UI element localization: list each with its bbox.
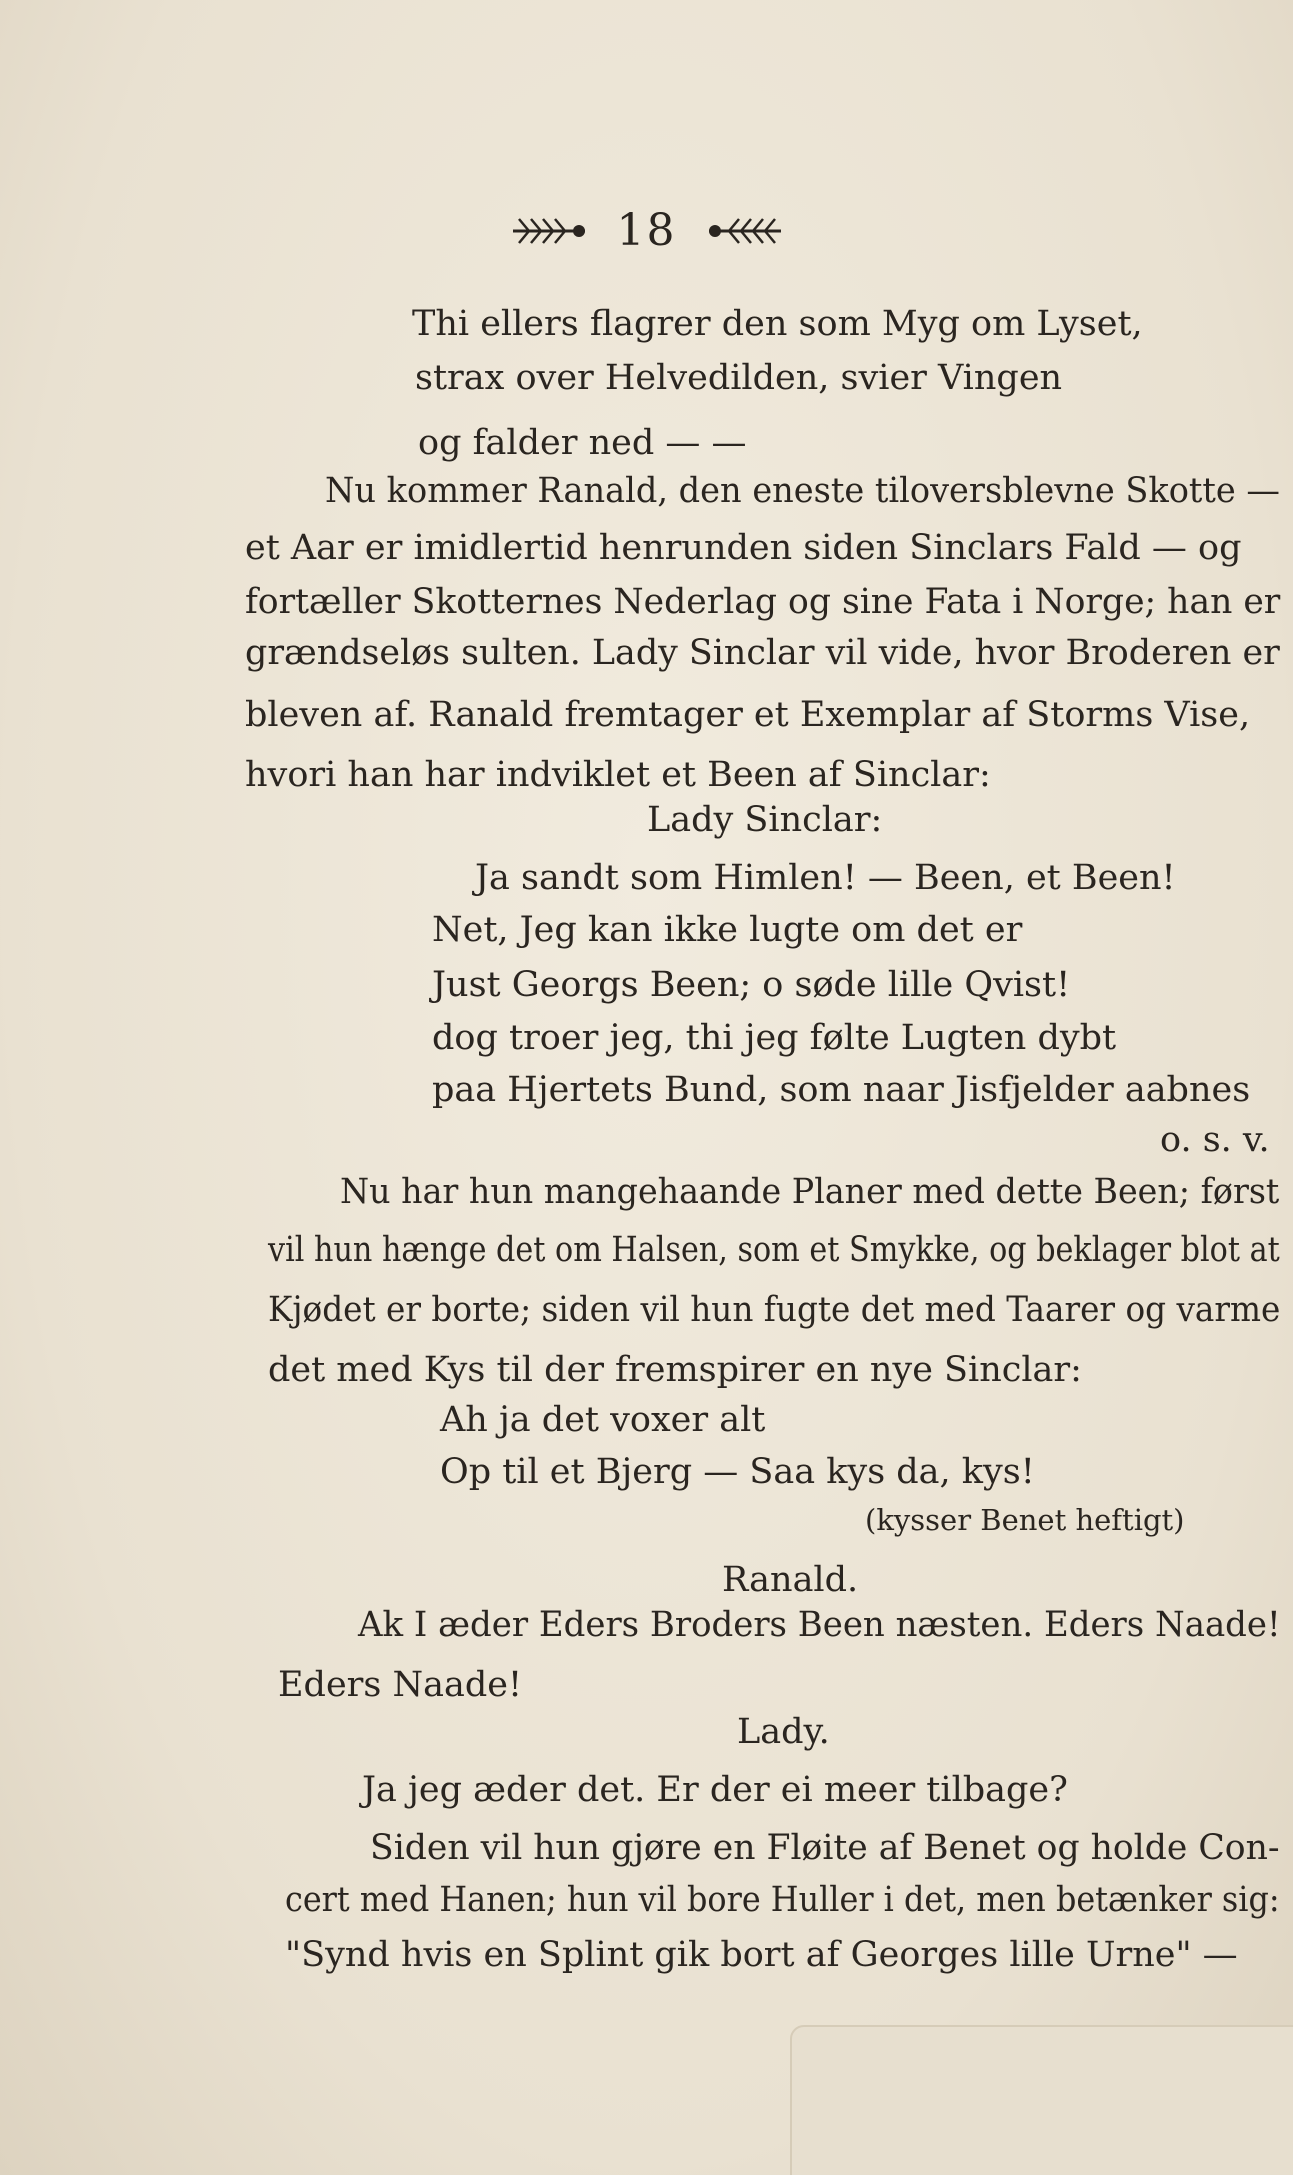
- text-line: grændseløs sulten. Lady Sinclar vil vide, hvor Broderen er: [245, 633, 1280, 673]
- verse-line: Op til et Bjerg — Saa kys da, kys!: [440, 1452, 1035, 1492]
- speaker-name: Lady.: [737, 1712, 830, 1752]
- text-line: det med Kys til der fremspirer en nye Sinclar:: [268, 1350, 1082, 1390]
- verse-line: Ak I æder Eders Broders Been næsten. Eders Naade!: [358, 1605, 1281, 1645]
- text-line: strax over Helvedilden, svier Vingen: [415, 358, 1063, 398]
- text-line: fortæller Skotternes Nederlag og sine Fata i Norge; han er: [245, 582, 1281, 622]
- verse-line: Net, Jeg kan ikke lugte om det er: [432, 910, 1023, 950]
- speaker-name: Lady Sinclar:: [647, 800, 883, 840]
- verse-line: Ja jeg æder det. Er der ei meer tilbage?: [362, 1770, 1068, 1810]
- speaker-name: Ranald.: [722, 1560, 859, 1600]
- verse-line: dog troer jeg, thi jeg følte Lugten dybt: [432, 1018, 1117, 1058]
- verse-line: o. s. v.: [1160, 1120, 1270, 1160]
- stage-direction: (kysser Benet heftigt): [865, 1503, 1185, 1537]
- left-ornament-icon: [509, 211, 589, 251]
- verse-line: Ja sandt som Himlen! — Been, et Been!: [475, 858, 1176, 898]
- text-line: Nu har hun mangehaande Planer med dette Been; først: [340, 1172, 1280, 1212]
- page-edge-tab: [790, 2025, 1293, 2175]
- text-line: hvori han har indviklet et Been af Sinclar:: [245, 755, 991, 795]
- right-ornament-icon: [705, 211, 785, 251]
- text-line: og falder ned — —: [418, 423, 747, 463]
- text-line: bleven af. Ranald fremtager et Exemplar af Storms Vise,: [245, 695, 1251, 735]
- verse-line: Ah ja det voxer alt: [440, 1400, 766, 1440]
- verse-line: Eders Naade!: [278, 1665, 523, 1705]
- page-number: 18: [616, 205, 677, 256]
- text-line: Thi ellers flagrer den som Myg om Lyset,: [412, 304, 1143, 344]
- text-line: et Aar er imidlertid henrunden siden Sinclars Fald — og: [245, 528, 1242, 568]
- text-line: Nu kommer Ranald, den eneste tiloversblevne Skotte —: [325, 471, 1280, 511]
- verse-line: paa Hjertets Bund, som naar Jisfjelder aabnes: [432, 1070, 1251, 1110]
- page-header: [0, 205, 1293, 256]
- text-line: vil hun hænge det om Halsen, som et Smykke, og beklager blot at: [268, 1230, 1280, 1270]
- text-line: "Synd hvis en Splint gik bort af Georges lille Urne" —: [285, 1935, 1238, 1975]
- text-line: cert med Hanen; hun vil bore Huller i det, men betænker sig:: [285, 1880, 1280, 1920]
- text-line: Kjødet er borte; siden vil hun fugte det med Taarer og varme: [268, 1290, 1281, 1330]
- text-line: Siden vil hun gjøre en Fløite af Benet og holde Con-: [370, 1828, 1280, 1868]
- verse-line: Just Georgs Been; o søde lille Qvist!: [432, 965, 1071, 1005]
